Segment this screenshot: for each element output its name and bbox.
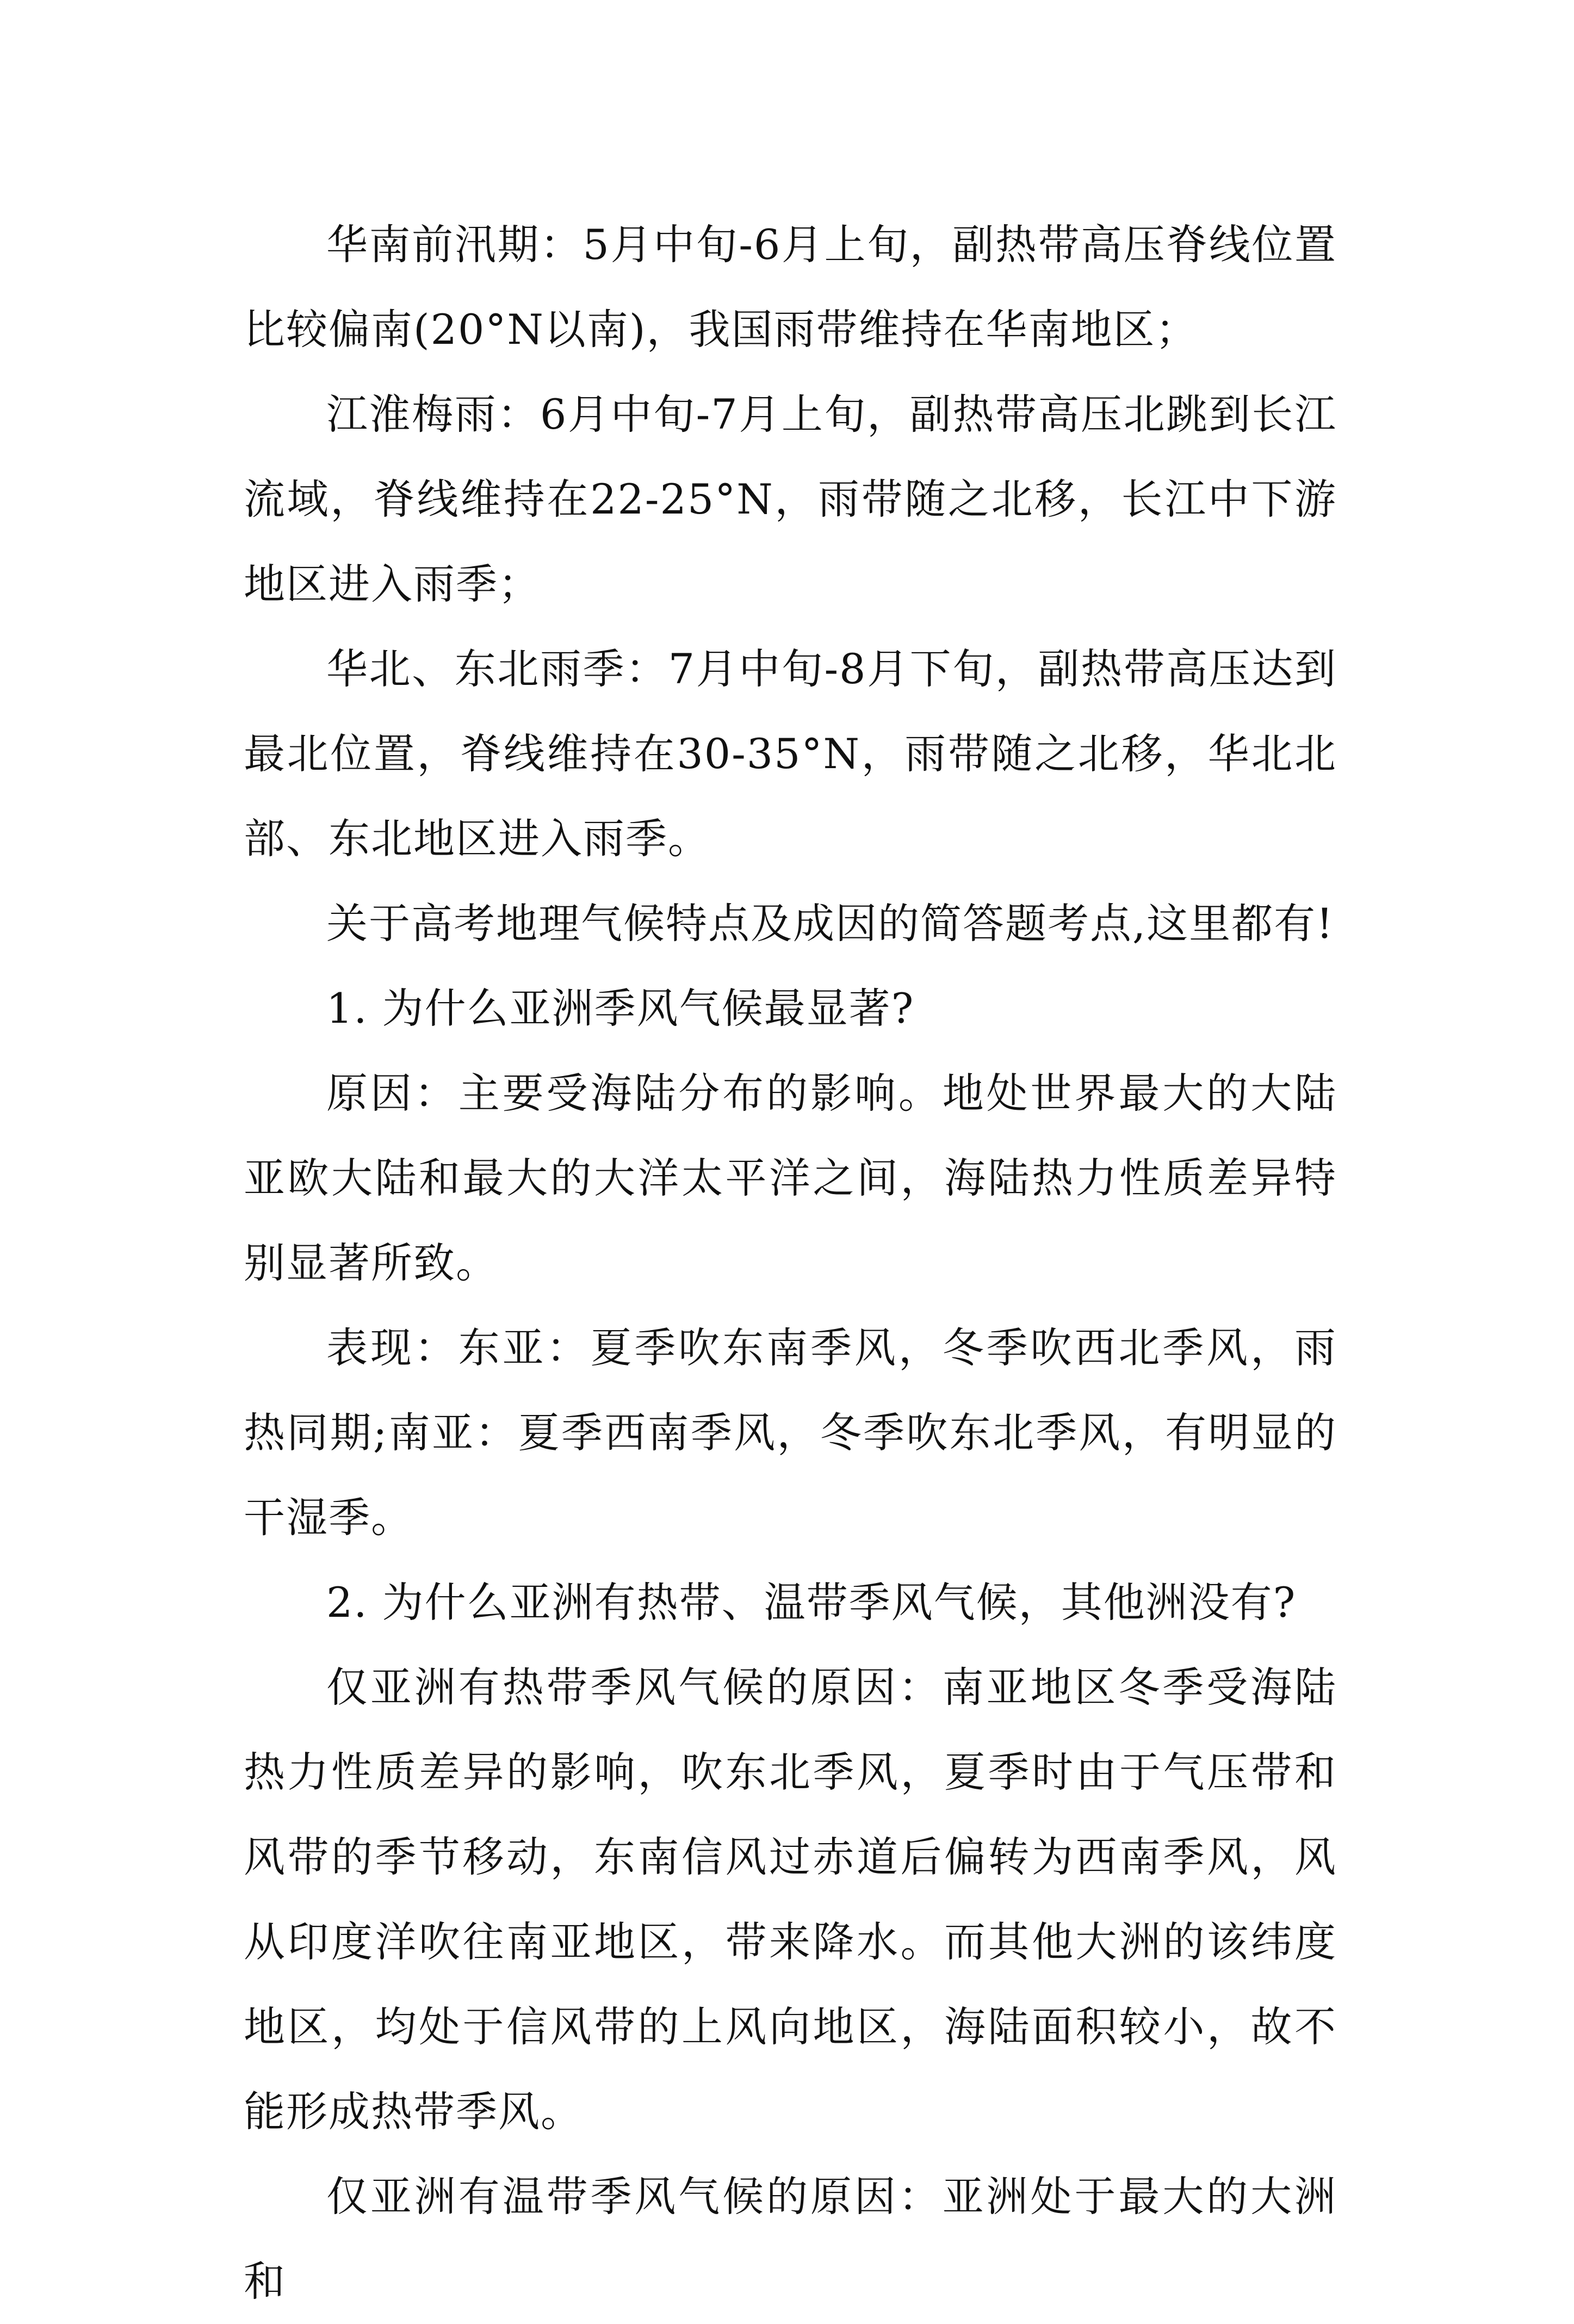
paragraph-manifestation: 表现：东亚：夏季吹东南季风，冬季吹西北季风，雨热同期;南亚：夏季西南季风，冬季吹东北季风，有明显的干湿季。: [244, 1324, 1337, 1542]
paragraph-tropical-monsoon: 仅亚洲有热带季风气候的原因：南亚地区冬季受海陆热力性质差异的影响，吹东北季风，夏季时由于气压带和风带的季节移动，东南信风过赤道后偏转为西南季风，风从印度洋吹往南亚地区，带来降水。而其他大洲的该纬度地区，均处于信风带的上风向地区，海陆面积较小，故不能形成热带季风。: [244, 1663, 1337, 2136]
paragraph-south-china-rainy-season: 华南前汛期：5月中旬-6月上旬，副热带高压脊线位置比较偏南(20°N以南)，我国雨带维持在华南地区；: [244, 220, 1337, 354]
question-2: 2. 为什么亚洲有热带、温带季风气候，其他洲没有?: [326, 1578, 1297, 1627]
paragraph-meiyu: 江淮梅雨：6月中旬-7月上旬，副热带高压北跳到长江流域，脊线维持在22-25°N，雨带随之北移，长江中下游地区进入雨季；: [244, 390, 1337, 608]
paragraph-intro: 关于高考地理气候特点及成因的简答题考点,这里都有!: [326, 899, 1334, 948]
document-body: [244, 202, 1337, 2324]
paragraph-reason: 原因：主要受海陆分布的影响。地处世界最大的大陆亚欧大陆和最大的大洋太平洋之间，海陆热力性质差异特别显著所致。: [244, 1069, 1337, 1287]
question-1: 1. 为什么亚洲季风气候最显著?: [326, 984, 915, 1033]
paragraph-north-rainy-season: 华北、东北雨季：7月中旬-8月下旬，副热带高压达到最北位置，脊线维持在30-35°N，雨带随之北移，华北北部、东北地区进入雨季。: [244, 645, 1337, 863]
paragraph-temperate-monsoon: 仅亚洲有温带季风气候的原因：亚洲处于最大的大洲和: [244, 2172, 1337, 2306]
